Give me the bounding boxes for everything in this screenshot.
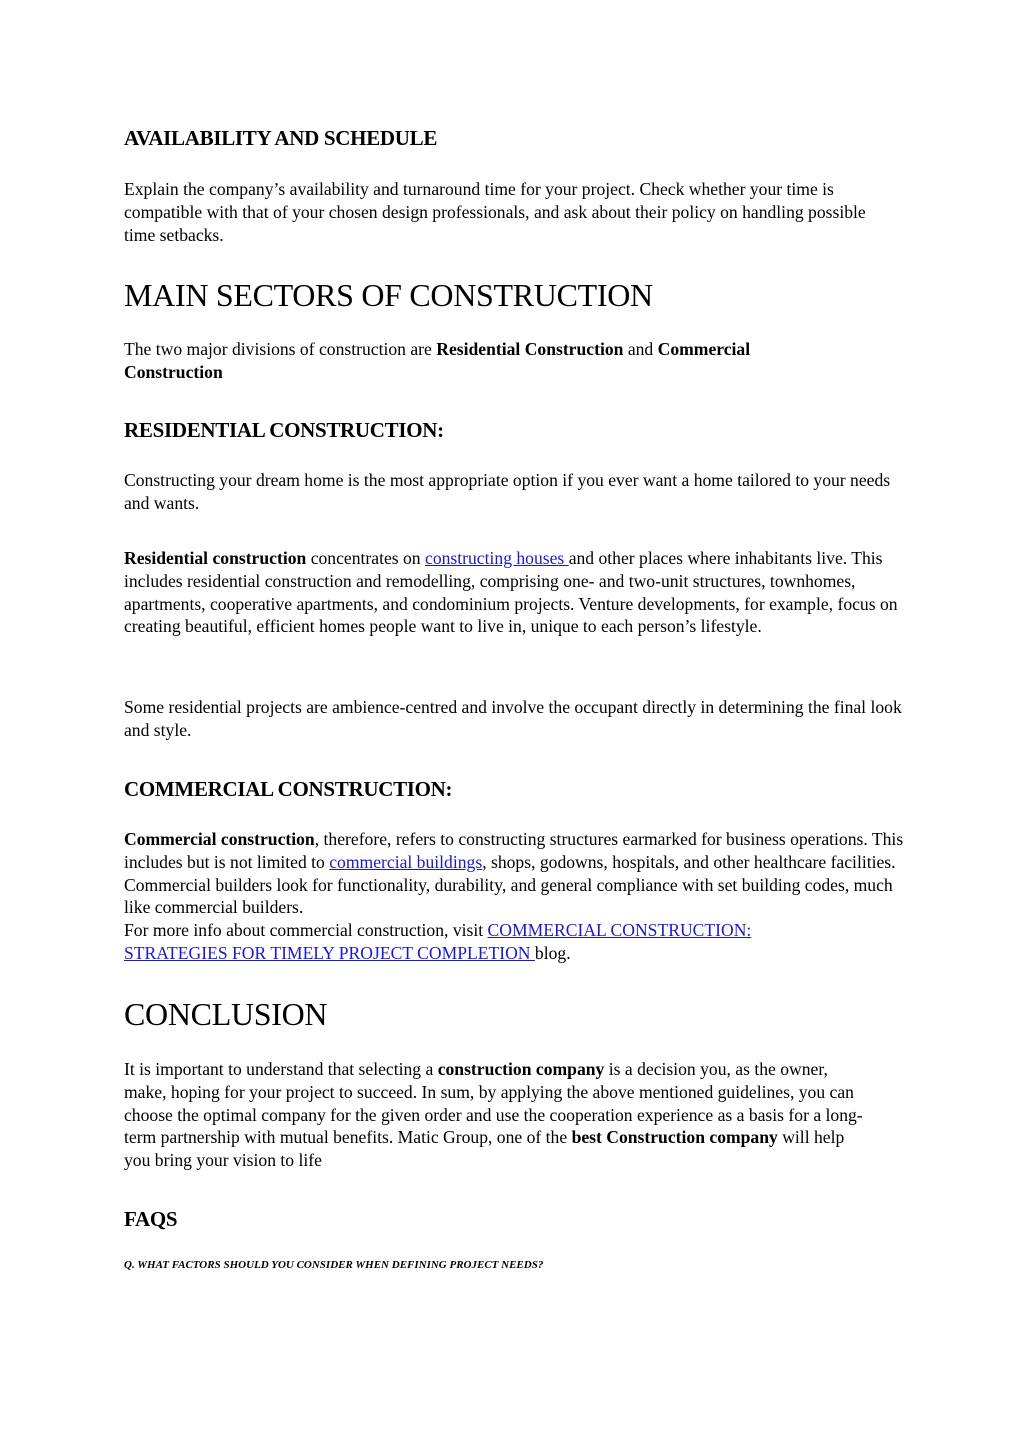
residential-paragraph-1: Constructing your dream home is the most appropriate option if you ever want a home tailored to your needs and wants.	[124, 470, 891, 513]
conclusion-paragraph: It is important to understand that selecting a construction company is a decision you, as the owner, make, hoping for your project to succeed. In sum, by applying the above mentioned guidelines, you can choose the optimal company for the given order and use the cooperation experience as a basis for a long-term partnership with mutual benefits. Matic Group, one of the best Construction company will help you bring your vision to life	[124, 1059, 863, 1171]
commercial-heading: COMMERCIAL CONSTRUCTION:	[124, 777, 453, 801]
residential-construction-bold: Residential Construction	[436, 339, 624, 359]
commercial-buildings-link[interactable]: commercial buildings	[329, 851, 483, 872]
conclusion-heading: CONCLUSION	[124, 996, 328, 1032]
availability-heading: AVAILABILITY AND SCHEDULE	[124, 126, 438, 150]
availability-paragraph: Explain the company’s availability and turnaround time for your project. Check whether your time is compatible with that of your chosen design professionals, and ask about their policy on handling possible time setbacks.	[124, 179, 866, 245]
commercial-construction-blog-link[interactable]: COMMERCIAL CONSTRUCTION: STRATEGIES FOR TIMELY PROJECT COMPLETION	[124, 920, 752, 963]
faqs-heading: FAQS	[124, 1207, 178, 1231]
residential-paragraph-3: Some residential projects are ambience-centred and involve the occupant directly in determining the final look and style.	[124, 697, 902, 740]
commercial-paragraph-1: Commercial construction, therefore, refers to constructing structures earmarked for business operations. This includes but is not limited to commercial buildings, shops, godowns, hospitals, and other healthcare facilities. Commercial builders look for functionality, durability, and general compliance with set building codes, much like commercial builders.	[124, 829, 904, 918]
faq-question-1: Q. WHAT FACTORS SHOULD YOU CONSIDER WHEN DEFINING PROJECT NEEDS?	[124, 1259, 544, 1271]
commercial-paragraph-2: For more info about commercial construction, visit COMMERCIAL CONSTRUCTION: STRATEGIES FOR TIMELY PROJECT COMPLETION blog.	[124, 920, 752, 963]
main-sectors-intro: The two major divisions of construction are Residential Construction and Commercial Construction	[124, 339, 751, 382]
best-construction-company-bold: best Construction company	[571, 1127, 778, 1148]
residential-paragraph-2: Residential construction concentrates on constructing houses and other places where inhabitants live. This includes residential construction and remodelling, comprising one- and two-unit structures, townhomes, apartments, cooperative apartments, and condominium projects. Venture developments, for example, focus on creating beautiful, efficient homes people want to live in, unique to each person’s lifestyle.	[124, 548, 898, 637]
main-sectors-heading: MAIN SECTORS OF CONSTRUCTION	[124, 277, 653, 313]
residential-heading: RESIDENTIAL CONSTRUCTION:	[124, 418, 444, 442]
construction-company-bold: construction company	[437, 1059, 605, 1079]
commercial-construction-bold: Commercial Construction	[124, 339, 751, 382]
constructing-houses-link[interactable]: constructing houses	[425, 548, 569, 568]
